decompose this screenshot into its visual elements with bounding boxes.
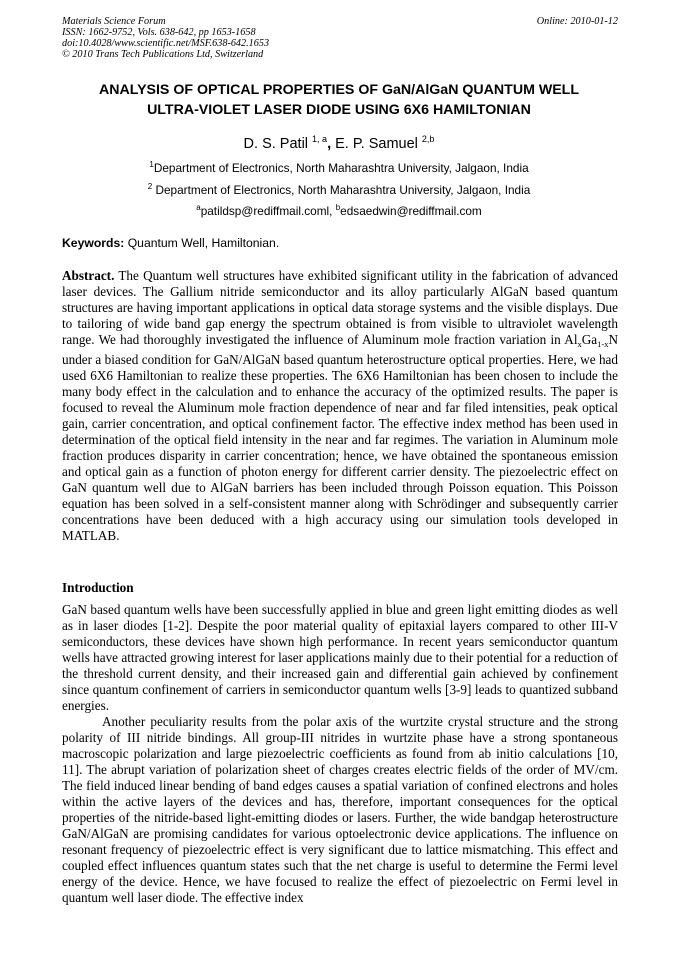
affiliation-1-text: Department of Electronics, North Maharashtra University, Jalgaon, India [153, 161, 529, 175]
email-a-marker: a [196, 203, 201, 212]
doi-line: doi:10.4028/www.scientific.net/MSF.638-642.1653 [62, 38, 270, 49]
title-line-1: ANALYSIS OF OPTICAL PROPERTIES OF GaN/AlGaN QUANTUM WELL [98, 82, 580, 98]
title-line-2: ULTRA-VIOLET LASER DIODE USING 6X6 HAMILTONIAN [147, 102, 531, 118]
affiliation-2-text: Department of Electronics, North Maharashtra University, Jalgaon, India [155, 183, 531, 197]
author-separator: , [327, 136, 332, 152]
introduction-heading: Introduction [62, 580, 134, 595]
email-b[interactable]: edsaedwin@rediffmail.com [340, 204, 482, 218]
affiliation-1-marker: 1 [149, 160, 154, 169]
affiliation-2-marker: 2 [147, 182, 153, 191]
keywords-label: Keywords: [62, 236, 125, 250]
keywords [62, 235, 618, 251]
journal-name: Materials Science Forum [62, 16, 166, 27]
introduction-paragraph-2: Another peculiarity results from the polar axis of the wurtzite crystal structure and the strong polarity of III nitride bindings. All group-III nitrides in wurtzite phase have a strong spontaneous macroscopic polarization and large piezoelectric coefficients as found from ab initio calculations [10, 11]. The abrupt variation of polarization sheet of charges creates electric fields of the order of MV/cm. The field induced linear bending of band edges causes a spatial variation of confined electrons and holes within the active layers of the devices and has, therefore, important consequences for the optical properties of the nitride-based light-emitting diodes or lasers. Further, the wide bandgap heterostructure GaN/AlGaN are promising candidates for various optoelectronic device applications. The influence on resonant frequency of piezoelectric effect is very significant due to lattice mismatching. This effect and coupled effect influences quantum states such that the net charge is useful to determine the Fermi level energy of the device. Hence, we have focused to realize the effect of piezoelectric on Fermi level in quantum well laser diode. The effective index [62, 714, 618, 905]
author-emails [40, 200, 638, 219]
abstract [62, 268, 618, 544]
introduction-paragraph-1: GaN based quantum wells have been successfully applied in blue and green light emitting diodes as well as in laser diodes [1-2]. Despite the poor material quality of epitaxial layers compared to other III-V semiconductors, these devices have shown high performance. In recent years semiconductor quantum wells have attracted growing interest for laser applications mainly due to their potential for a reduction of the threshold current density, and their increased gain and differential gain achieved by confinement since quantum confinement of carriers in semiconductor quantum wells [3-9] leads to quantized subband energies. [62, 602, 618, 713]
abstract-ga: Ga [581, 332, 598, 347]
author-1-affiliation: 1, a [312, 134, 328, 144]
affiliation-1 [40, 157, 638, 176]
affiliation-2 [40, 179, 638, 198]
email-b-marker: b [335, 203, 341, 212]
paper-title [40, 80, 638, 120]
subscript-x: x [577, 339, 582, 349]
issn-line: ISSN: 1662-9752, Vols. 638-642, pp 1653-1658 [62, 27, 256, 38]
subscript-1-x: 1-x [597, 339, 609, 349]
copyright-line: © 2010 Trans Tech Publications Ltd, Switzerland [62, 49, 264, 60]
author-2: E. P. Samuel [335, 136, 418, 152]
abstract-part-2: N under a biased condition for GaN/AlGaN based quantum heterostructure optical properties. Here, we had used 6X6 Hamiltonian to realize these properties. The 6X6 Hamiltonian has been chosen to include the many body effect in the calculation and to enhance the accuracy of the optimized results. The paper is focused to reveal the Aluminum mole fraction dependence of near and far filed intensities, peak optical gain, carrier concentration, and optical confinement factor. The effective index method has been used in determination of the optical field intensity in the near and far regimes. The variation in Aluminum mole fraction produces disparity in carrier concentration; hence, we have obtained the spontaneous emission and optical gain as a function of photon energy for different carrier density. The piezoelectric effect on GaN quantum well due to AlGaN barriers has been included through Poisson equation. This Poisson equation has been solved in a self-consistent manner along with Schrödinger and subsequently carrier concentrations have been deduced with a high accuracy using our simulation tools developed in MATLAB. [62, 332, 618, 543]
author-2-affiliation: 2,b [421, 134, 435, 144]
author-1: D. S. Patil [243, 136, 309, 152]
abstract-label: Abstract. [62, 268, 115, 283]
online-date: Online: 2010-01-12 [536, 16, 618, 27]
keywords-text: Quantum Well, Hamiltonian. [127, 236, 280, 250]
author-list [40, 130, 638, 153]
abstract-part-1: The Quantum well structures have exhibited significant utility in the fabrication of advanced laser devices. The Gallium nitride semiconductor and its alloy particularly AlGaN based quantum structures are having important applications in optical data storage systems and the visible displays. Due to tailoring of wide band gap energy the spectrum obtained is from visible to ultraviolet wavelength range. We had thoroughly investigated the influence of Aluminum mole fraction variation in Al [62, 268, 618, 347]
journal-header [62, 16, 618, 60]
email-a[interactable]: patildsp@rediffmail.coml, [200, 204, 333, 218]
